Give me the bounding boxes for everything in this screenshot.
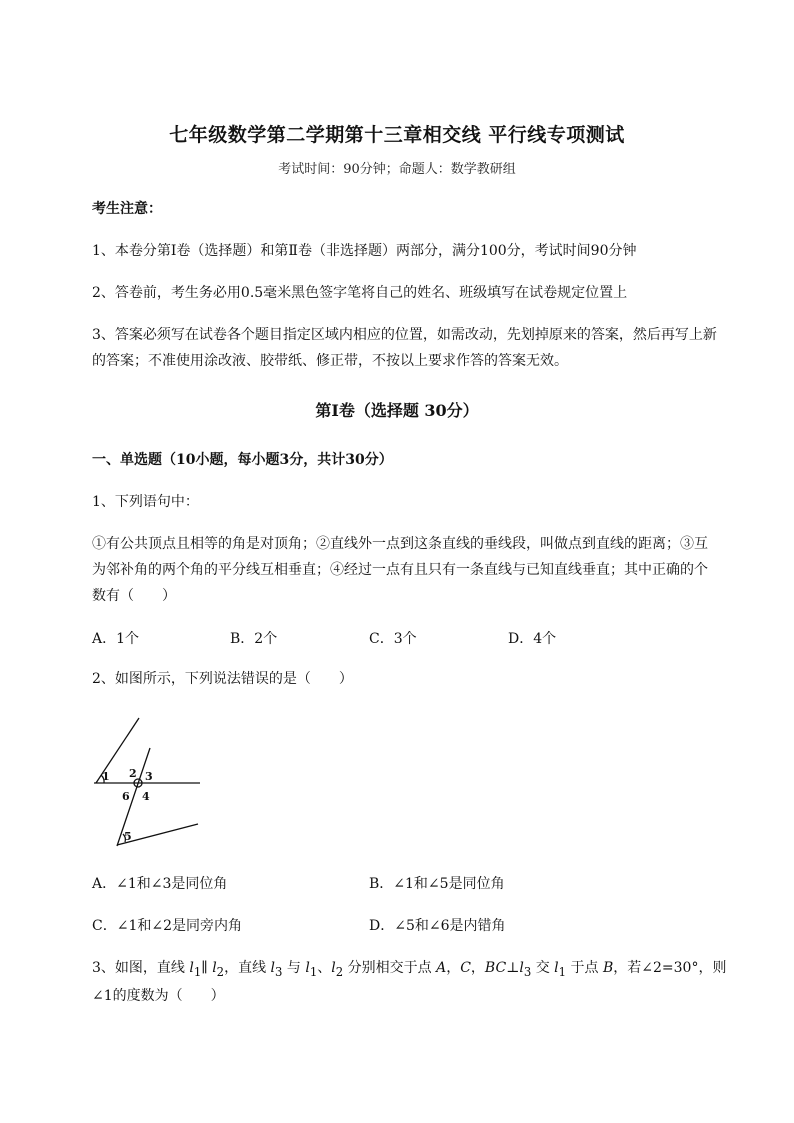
q3-sub: 1 (309, 964, 318, 979)
q1-line-1: ①有公共顶点且相等的角是对顶角；②直线外一点到这条直线的垂线段，叫做点到直线的距离；③互 (92, 536, 708, 552)
q3-var-l: l (519, 960, 524, 976)
notice-item-2: 2、答卷前，考生务必用0.5毫米黑色签字笔将自己的姓名、班级填写在试卷规定位置上 (92, 285, 628, 301)
figure-label-2: 2 (129, 767, 137, 780)
q3-var-bc: BC (484, 960, 507, 976)
figure-label-1: 1 (102, 770, 110, 783)
figure-label-4: 4 (142, 790, 150, 803)
notice-item-3: 3、答案必须写在试卷各个题目指定区域内相应的位置，如需改动，先划掉原来的答案，然后再写上新 (92, 327, 717, 343)
q3-var-l: l (554, 960, 559, 976)
q3-text: ，直线 (224, 960, 271, 976)
section-heading: 一、单选题（10小题，每小题3分，共计30分） (92, 452, 393, 468)
q1-stem: 1、下列语句中： (92, 494, 199, 510)
q2-option-c: C．∠1和∠2是同旁内角 (92, 918, 242, 934)
q3-var-a: A (436, 960, 447, 976)
q3-text: 于点 (566, 960, 603, 976)
figure-label-5: 5 (124, 830, 132, 843)
notice-heading: 考生注意： (92, 201, 162, 217)
q2-option-b: B．∠1和∠5是同位角 (369, 876, 505, 892)
q1-option-a: A．1个 (92, 631, 140, 647)
q2-figure (90, 712, 210, 852)
q3-sub: 2 (335, 964, 344, 979)
q3-text: 、 (317, 960, 332, 976)
q3-var-l: l (331, 960, 336, 976)
q1-option-d: D．4个 (508, 631, 557, 647)
figure-label-6: 6 (122, 790, 130, 803)
q2-option-a: A．∠1和∠3是同位角 (92, 876, 228, 892)
q3-text: 3、如图，直线 (92, 960, 190, 976)
q3-sub: 1 (558, 964, 567, 979)
q3-text: ， (470, 960, 485, 976)
q3-var-l: l (305, 960, 310, 976)
q1-option-b: B．2个 (230, 631, 278, 647)
page-title: 七年级数学第二学期第十三章相交线 平行线专项测试 (169, 124, 625, 146)
q3-var-l: l (270, 960, 276, 976)
figure-label-3: 3 (145, 770, 153, 783)
q3-sub: 3 (275, 964, 283, 979)
q3-text: ，若∠2=30°，则 (613, 960, 727, 976)
q3-var-c: C (460, 960, 471, 976)
q3-text: 交 (531, 960, 555, 976)
q3-var-l: l (212, 960, 217, 976)
q3-text: 分别相交于点 (343, 960, 437, 976)
q1-option-c: C．3个 (369, 631, 417, 647)
q3-text: ∥ (201, 960, 213, 976)
q3-line-1 (92, 955, 727, 986)
q3-sub: 1 (193, 964, 202, 979)
exam-subtitle: 考试时间：90分钟；命题人：数学教研组 (278, 162, 516, 177)
notice-item-1: 1、本卷分第I卷（选择题）和第Ⅱ卷（非选择题）两部分，满分100分，考试时间90分钟 (92, 243, 637, 259)
part1-title: 第I卷（选择题 30分） (315, 401, 479, 420)
q1-line-3: 数有（ ） (92, 588, 176, 604)
q3-sub: 3 (523, 964, 532, 979)
q3-var-l: l (189, 960, 194, 976)
q1-line-2: 为邻补角的两个角的平分线互相垂直；④经过一点有且只有一条直线与已知直线垂直；其中正确的个 (92, 562, 708, 578)
q2-option-d: D．∠5和∠6是内错角 (369, 918, 506, 934)
q3-text: ⊥ (506, 960, 520, 976)
notice-item-3-cont: 的答案；不准使用涂改液、胶带纸、修正带，不按以上要求作答的答案无效。 (92, 353, 568, 369)
q3-text: 与 (282, 960, 306, 976)
q3-var-b: B (602, 960, 614, 976)
q3-sub: 2 (216, 964, 225, 979)
q3-line-2: ∠1的度数为（ ） (92, 988, 225, 1004)
q3-text: ， (446, 960, 461, 976)
q2-stem: 2、如图所示，下列说法错误的是（ ） (92, 671, 353, 687)
